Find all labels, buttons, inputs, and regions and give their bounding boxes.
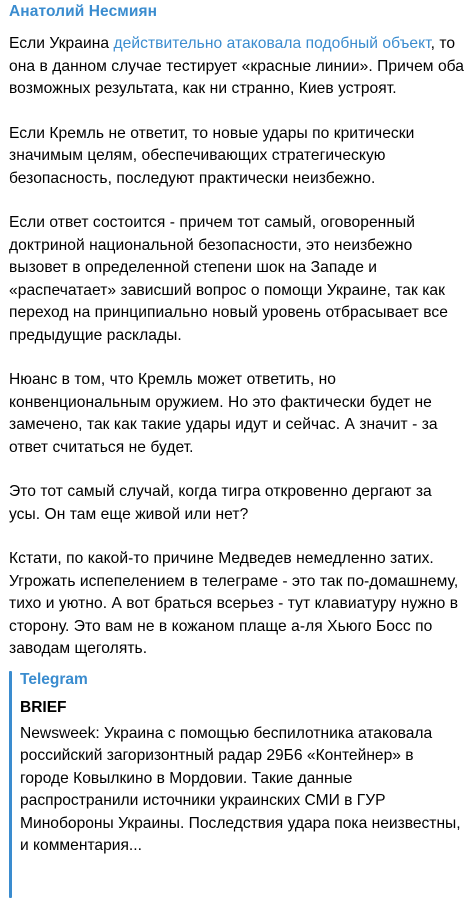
post-paragraph-5: Это тот самый случай, когда тигра откровенно дергают за усы. Он там еще живой или нет? xyxy=(9,483,432,523)
post-paragraph-1-text-start: Если Украина xyxy=(9,35,114,52)
post-paragraph-1 xyxy=(9,33,465,101)
article-inline-link[interactable]: действительно атаковала подобный объект xyxy=(113,35,431,52)
post-paragraph-6: Кстати, по какой-то причине Медведев немедленно затих. Угрожать испепелением в телеграме - это так по-домашнему, тихо и уютно. А вот браться всерьез - тут клавиатуру нужно в сторону. Это вам не в кожаном плаще а-ля Хьюго Босс по заводам щеголять. xyxy=(9,550,459,657)
post-paragraph-4: Нюанс в том, что Кремль может ответить, но конвенциональным оружием. Но это фактически будет не замечено, так как такие удары идут и сейчас. А значит - за ответ считаться не будет. xyxy=(9,371,438,456)
link-preview-title: BRIEF xyxy=(20,698,67,716)
link-preview-site-name: Telegram xyxy=(20,670,88,688)
link-preview-description: Newsweek: Украина с помощью беспилотника атаковала российский загоризонтный радар 29Б6 «Контейнер» в городе Ковылкино в Мордовии. Такие данные распространили источники украинских СМИ в ГУР Минобороны Украины. Последствия удара пока неизвестны, и комментария... xyxy=(20,724,461,854)
link-preview-accent-bar xyxy=(9,671,12,898)
post-author[interactable]: Анатолий Несмиян xyxy=(9,3,158,20)
post-paragraph-1-text-end: , то она в данном случае тестирует «красные линии». Причем оба возможных результата, как ни странно, Киев устроят. xyxy=(9,35,465,97)
link-preview[interactable] xyxy=(9,669,465,858)
post-paragraph-2: Если Кремль не ответит, то новые удары по критически значимым целям, обеспечивающих стратегическую безопасность, последуют практически неизбежно. xyxy=(9,124,415,187)
post-paragraph-3: Если ответ состоится - причем тот самый, оговоренный доктриной национальной безопасности, это неизбежно вызовет в определенной степени шок на Западе и «распечатает» зависший вопрос о помощи Украине, так как переход на принципиально новый уровень отбрасывает все предыдущие расклады. xyxy=(9,214,448,344)
